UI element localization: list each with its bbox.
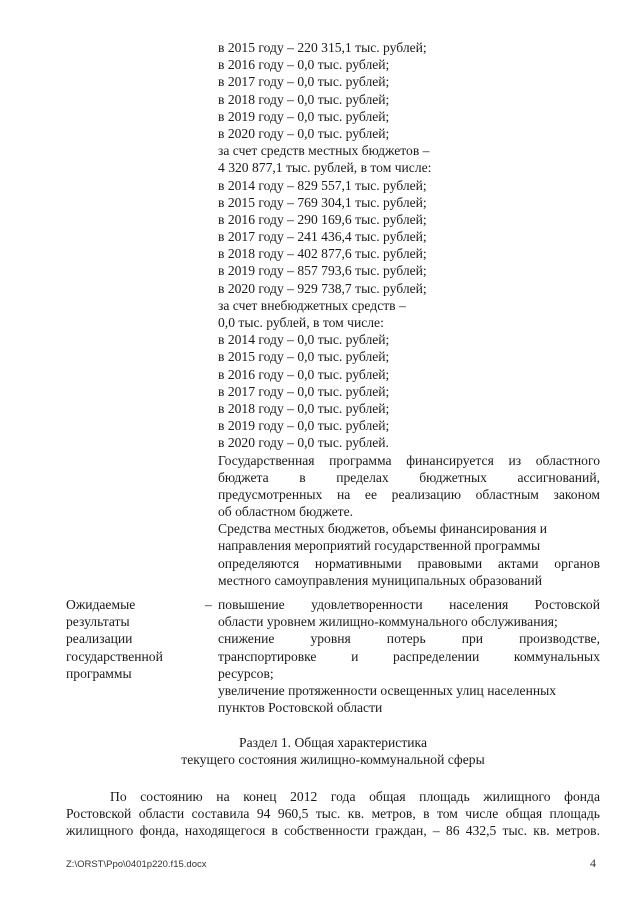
results-label-line: реализации (66, 631, 133, 647)
paragraph-line: По состоянию на конец 2012 года общая площадь жилищного фонда (110, 789, 600, 804)
program-note-line: предусмотренных на ее реализацию областным законом (218, 486, 600, 502)
body-paragraph (66, 788, 600, 840)
financing-line: в 2018 году – 0,0 тыс. рублей; (218, 91, 390, 107)
financing-line: в 2014 году – 0,0 тыс. рублей; (218, 332, 390, 348)
financing-line: в 2018 году – 0,0 тыс. рублей; (218, 400, 390, 416)
results-line: пунктов Ростовской области (218, 700, 383, 716)
financing-line: в 2020 году – 0,0 тыс. рублей. (218, 435, 389, 451)
financing-line: 0,0 тыс. рублей, в том числе: (218, 315, 384, 330)
financing-line: в 2015 году – 0,0 тыс. рублей; (218, 349, 390, 365)
results-dash: – (205, 597, 212, 612)
footer-file-path: Z:\ORST\Ppo\0401p220.f15.docx (66, 859, 207, 870)
results-label-line: государственной (66, 648, 163, 664)
paragraph-line: Ростовской области составила 94 960,5 тыс. кв. метров, в том числе общая площадь (66, 806, 600, 822)
local-note-line: местного самоуправления муниципальных образований (218, 572, 542, 588)
financing-line: за счет внебюджетных средств – (218, 297, 406, 313)
results-line: транспортировке и распределении коммунальных (218, 648, 600, 664)
financing-line: в 2015 году – 220 315,1 тыс. рублей; (218, 40, 427, 55)
local-note-line: направления мероприятий государственной программы (218, 538, 541, 554)
financing-line: в 2018 году – 402 877,6 тыс. рублей; (218, 246, 427, 262)
financing-block (218, 39, 600, 589)
financing-line: в 2017 году – 0,0 тыс. рублей; (218, 74, 390, 90)
section-title-line: текущего состояния жилищно-коммунальной сферы (181, 752, 485, 768)
financing-line: в 2020 году – 0,0 тыс. рублей; (218, 125, 390, 141)
financing-line: в 2014 году – 829 557,1 тыс. рублей; (218, 177, 427, 193)
results-line: увеличение протяженности освещенных улиц населенных (218, 682, 557, 698)
section-title (66, 734, 600, 768)
paragraph-line: жилищного фонда, находящегося в собственности граждан, – 86 432,5 тыс. кв. метров. (66, 823, 600, 839)
results-label-line: результаты (66, 614, 130, 630)
financing-line: в 2017 году – 0,0 тыс. рублей; (218, 383, 390, 399)
results-label-line: программы (66, 665, 132, 681)
financing-line: 4 320 877,1 тыс. рублей, в том числе: (218, 160, 432, 176)
financing-line: в 2015 году – 769 304,1 тыс. рублей; (218, 194, 427, 210)
local-note-line: определяются нормативными правовыми актами органов (218, 555, 600, 571)
page-number: 4 (590, 856, 596, 870)
results-line: снижение уровня потерь при производстве, (218, 631, 600, 647)
program-note-line: об областном бюджете. (218, 504, 354, 520)
program-note-line: Государственная программа финансируется из областного (218, 452, 600, 468)
results-line: области уровнем жилищно-коммунального обслуживания; (218, 614, 558, 630)
financing-line: в 2019 году – 0,0 тыс. рублей; (218, 418, 390, 434)
financing-line: в 2017 году – 241 436,4 тыс. рублей; (218, 229, 427, 245)
financing-line: в 2019 году – 857 793,6 тыс. рублей; (218, 263, 427, 279)
results-block (218, 596, 600, 716)
financing-line: за счет средств местных бюджетов – (218, 143, 430, 159)
financing-line: в 2016 году – 0,0 тыс. рублей; (218, 366, 390, 382)
financing-line: в 2016 году – 0,0 тыс. рублей; (218, 57, 390, 73)
program-note-line: бюджета в пределах бюджетных ассигнований, (218, 469, 600, 485)
financing-line: в 2019 году – 0,0 тыс. рублей; (218, 108, 390, 124)
results-line: повышение удовлетворенности населения Ростовской (218, 597, 600, 612)
results-line: ресурсов; (218, 665, 274, 681)
local-note-line: Средства местных бюджетов, объемы финансирования и (218, 521, 548, 537)
results-label-line: Ожидаемые (66, 597, 136, 612)
results-label (66, 596, 196, 682)
section-title-line: Раздел 1. Общая характеристика (239, 735, 427, 750)
financing-line: в 2020 году – 929 738,7 тыс. рублей; (218, 280, 427, 296)
financing-line: в 2016 году – 290 169,6 тыс. рублей; (218, 211, 427, 227)
